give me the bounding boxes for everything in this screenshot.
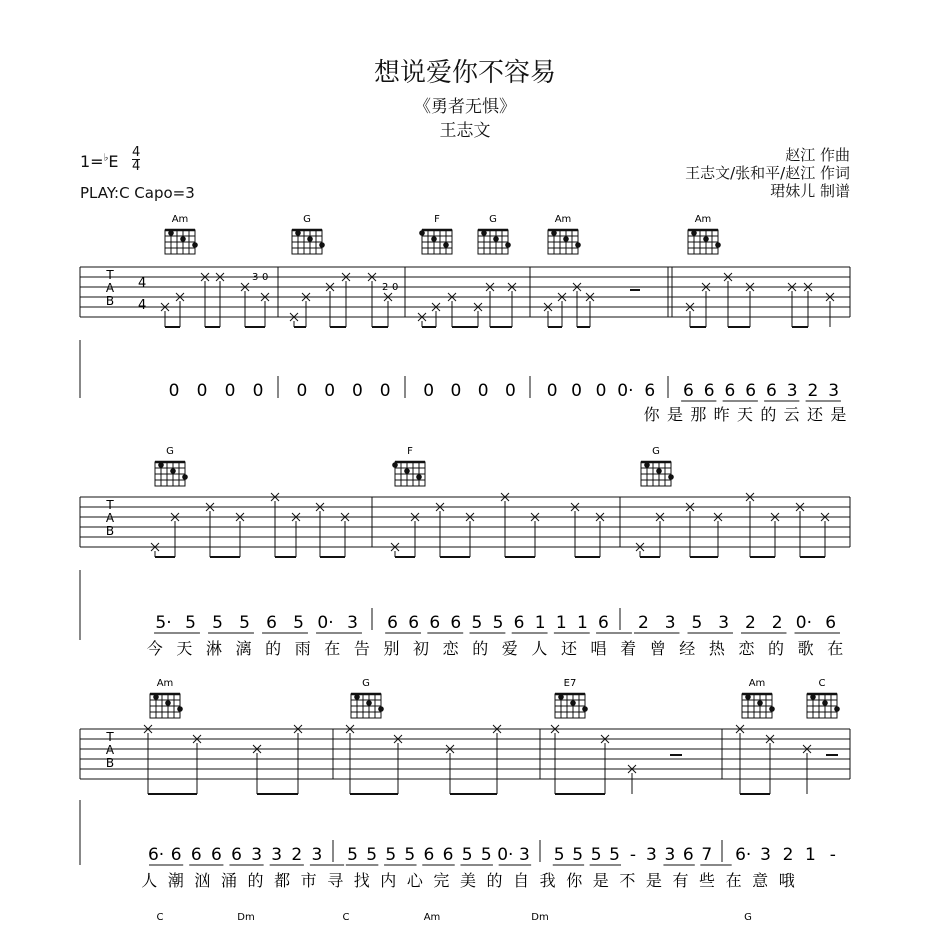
jianpu-note: 6 [429,613,441,633]
chord-finger-dot [656,468,662,474]
tab-clef-letter: A [105,743,115,757]
jianpu-note: 0 [196,381,208,401]
lyric-char: 热 [708,639,725,658]
tab-clef-letter: B [105,294,115,308]
time-bottom: 4 [132,159,141,174]
tab-time-top: 4 [138,276,147,291]
jianpu-note: 2 [637,613,649,633]
chord-name: Am [554,214,572,225]
jianpu-note: 6 [724,381,736,401]
chord-finger-dot [822,700,828,706]
chord-finger-dot [431,236,437,242]
jianpu-note: 3 [786,381,798,401]
lyric-char: 告 [353,639,370,658]
jianpu-note: - [829,845,836,865]
lyric-char: 恋 [738,639,755,658]
lyric-char: 雨 [294,639,311,658]
jianpu-note: 6 [682,845,694,865]
chord-finger-dot [153,694,159,700]
jianpu-note: 6 [210,845,222,865]
jianpu-note: 3 [664,845,676,865]
tab-clef-letter: T [106,730,114,744]
lyric-char: 寻 [327,871,344,890]
lyric-char: 还 [806,405,824,424]
jianpu-note: - [629,845,637,865]
jianpu-note: 6 [644,381,656,401]
lyric-char: 在 [827,639,844,658]
chord-name: Dm [531,912,549,923]
jianpu-note: 5 [385,845,397,865]
lyric-char: 涌 [220,871,237,890]
chord-finger-dot [505,242,511,248]
chord-name: Dm [237,912,255,923]
chord-name: Am [423,912,441,923]
chord-name: F [434,214,440,225]
lyric-char: 的 [768,639,785,658]
chord-finger-dot [691,230,697,236]
jianpu-note: 6 [423,845,435,865]
jianpu-note: 1 [576,613,588,633]
chord-name: F [407,446,413,457]
jianpu-note: 3 [271,845,283,865]
jianpu-note: 0 [504,381,516,401]
jianpu-note: 6 [825,613,837,633]
chord-finger-dot [416,474,422,480]
jianpu-note: 0 [224,381,236,401]
arranger-credit: 珺妹儿 制谱 [770,182,850,200]
jianpu-note: 2 [807,381,819,401]
chord-finger-dot [481,230,487,236]
chord-finger-dot [745,694,751,700]
lyric-char: 曾 [649,639,666,658]
chord-name: G [166,446,174,457]
jianpu-note: 3 [828,381,840,401]
lyric-char: 人 [531,639,548,658]
lyric-char: 唱 [590,639,607,658]
tab-clef-letter: B [105,756,115,770]
chord-finger-dot [366,700,372,706]
chord-finger-dot [378,706,384,712]
chord-name: C [156,912,164,923]
play-info: PLAY:C Capo=3 [80,184,195,202]
jianpu-note: 3 [311,845,323,865]
tab-clef-letter: T [106,268,114,282]
jianpu-note: 5 [239,613,250,633]
jianpu-note: 6 [170,845,182,865]
jianpu-note: 6 [408,613,420,633]
jianpu-note: 6 [442,845,454,865]
jianpu-note: 6 [190,845,202,865]
jianpu-note: 5 [185,613,196,633]
chord-finger-dot [703,236,709,242]
lyric-char: 汹 [194,871,211,890]
jianpu-note: 3 [718,613,730,633]
composer-credit: 赵江 作曲 [785,146,850,164]
chord-finger-dot [757,700,763,706]
jianpu-note: 6 [765,381,777,401]
lyric-char: 恋 [442,639,459,658]
lyric-char: 是 [666,405,684,424]
chord-finger-dot [158,462,164,468]
lyric-char: 心 [406,871,423,890]
chord-name: C [342,912,350,923]
chord-finger-dot [563,236,569,242]
jianpu-note: 3 [646,845,657,865]
jianpu-note: 1 [804,845,816,865]
lyricist-credit: 王志文/张和平/赵江 作词 [685,164,850,182]
lyric-char: 的 [247,871,264,890]
chord-finger-dot [644,462,650,468]
chord-name: E7 [563,678,577,689]
chord-finger-dot [443,242,449,248]
jianpu-note: 6 [745,381,757,401]
chord-finger-dot [180,236,186,242]
chord-finger-dot [165,700,171,706]
chord-name: Am [171,214,189,225]
jianpu-note: 3 [251,845,263,865]
jianpu-note: 5 [471,613,483,633]
lyric-char: 的 [486,871,503,890]
song-title: 想说爱你不容易 [373,58,556,88]
lyric-char: 你 [643,405,660,424]
jianpu-note: 1 [555,613,567,633]
tab-clef-letter: T [106,498,114,512]
jianpu-note: 5 [480,845,492,865]
lyric-char: 的 [472,639,489,658]
jianpu-note: 6· [735,845,752,865]
jianpu-note: 0 [571,381,583,401]
jianpu-note: 3 [760,845,772,865]
chord-finger-dot [419,230,425,236]
jianpu-note: 5 [492,613,504,633]
jianpu-note: 0 [546,381,558,401]
lyric-char: 歌 [797,639,814,658]
lyric-char: 今 [146,639,163,658]
jianpu-note: 0 [379,381,391,401]
jianpu-note: 7 [701,845,713,865]
tab-time-bottom: 4 [138,298,147,313]
lyric-char: 都 [274,871,291,890]
lyric-char: 完 [433,871,450,890]
jianpu-note: 6 [266,613,277,633]
jianpu-note: 3 [664,613,676,633]
lyric-char: 人 [141,871,158,890]
tab-clef-letter: A [105,281,115,295]
chord-name: G [489,214,497,225]
jianpu-note: 5 [609,845,620,865]
jianpu-note: 6 [387,613,398,633]
lyric-char: 初 [413,639,430,658]
lyric-char: 还 [560,639,577,658]
jianpu-note: 0· [497,845,514,865]
tab-clef-letter: B [105,524,115,538]
jianpu-note: 5 [691,613,703,633]
lyric-char: 是 [592,871,609,890]
lyric-char: 着 [620,639,637,658]
jianpu-note: 0 [296,381,308,401]
jianpu-note: 3 [347,613,358,633]
jianpu-note: 6· [147,845,165,865]
jianpu-note: 6 [682,381,694,401]
tab-clef-letter: A [105,511,115,525]
jianpu-note: 0 [423,381,435,401]
chord-name: Am [694,214,712,225]
chord-finger-dot [307,236,313,242]
chord-finger-dot [192,242,198,248]
jianpu-note: 0 [351,381,363,401]
lyric-char: 淋 [205,639,222,658]
jianpu-note: 5 [553,845,565,865]
jianpu-note: 0 [450,381,462,401]
lyric-char: 在 [725,871,742,890]
jianpu-note: 5 [212,613,223,633]
chord-finger-dot [769,706,775,712]
tab-fret-number: 0 [392,282,399,293]
chord-name: G [303,214,311,225]
jianpu-note: 0 [324,381,336,401]
chord-name: Am [748,678,766,689]
lyric-char: 别 [383,639,400,658]
lyric-char: 是 [645,871,662,890]
jianpu-note: 5 [572,845,584,865]
jianpu-note: 6 [231,845,242,865]
lyric-char: 美 [459,871,477,890]
jianpu-note: 5· [155,613,172,633]
chord-finger-dot [575,242,581,248]
lyric-char: 的 [760,405,777,424]
chord-finger-dot [558,694,564,700]
time-top: 4 [132,145,141,160]
jianpu-note: 0 [252,381,264,401]
lyric-char: 自 [513,871,530,890]
jianpu-note: 0 [595,381,607,401]
chord-finger-dot [493,236,499,242]
jianpu-note: 2 [291,845,303,865]
song-artist: 王志文 [439,121,491,141]
chord-finger-dot [582,706,588,712]
chord-finger-dot [392,462,398,468]
lyric-char: 在 [324,639,341,658]
chord-name: G [362,678,370,689]
chord-finger-dot [668,474,674,480]
jianpu-note: 1 [534,613,546,633]
chord-finger-dot [354,694,360,700]
lyric-char: 有 [672,871,689,890]
chord-finger-dot [182,474,188,480]
jianpu-note: 2 [782,845,794,865]
chord-name: Am [156,678,174,689]
chord-finger-dot [170,468,176,474]
lyric-char: 潮 [167,871,184,890]
tab-fret-number: 3 [252,272,259,283]
lyric-char: 爱 [501,639,518,658]
chord-name: C [818,678,826,689]
tab-fret-number: 2 [382,282,389,293]
lyric-char: 你 [566,871,583,890]
jianpu-note: 5 [461,845,473,865]
jianpu-note: 6 [598,613,609,633]
chord-name: G [744,912,752,923]
lyric-char: 漓 [235,639,252,658]
chord-finger-dot [319,242,325,248]
jianpu-note: 0 [168,381,180,401]
jianpu-note: 0 [477,381,489,401]
lyric-char: 那 [690,405,707,424]
lyric-char: 天 [736,405,754,424]
key-note: E [108,152,119,171]
chord-name: G [652,446,660,457]
chord-finger-dot [810,694,816,700]
jianpu-note: 2 [771,613,783,633]
chord-finger-dot [295,230,301,236]
lyric-char: 哦 [778,871,795,890]
chord-finger-dot [404,468,410,474]
chord-finger-dot [168,230,174,236]
song-subtitle: 《勇者无惧》 [414,97,516,117]
jianpu-note: 6 [703,381,715,401]
lyric-char: 我 [539,871,556,890]
jianpu-note: 6 [450,613,462,633]
chord-finger-dot [177,706,183,712]
jianpu-note: 5 [347,845,358,865]
lyric-char: 些 [699,871,716,890]
lyric-char: 经 [679,639,696,658]
chord-finger-dot [551,230,557,236]
key-prefix: 1= [80,152,104,171]
jianpu-note: 2 [744,613,756,633]
lyric-char: 不 [619,871,636,890]
flat-sign: ♭ [103,152,109,164]
jianpu-note: 5 [366,845,378,865]
lyric-char: 的 [265,639,282,658]
jianpu-note: 3 [519,845,530,865]
tab-fret-number: 0 [262,272,269,283]
lyric-char: 意 [752,871,769,890]
lyric-char: 内 [380,871,397,890]
lyric-char: 昨 [713,405,730,424]
lyric-char: 天 [176,639,193,658]
lyric-char: 云 [783,405,800,424]
jianpu-note: 0· [317,613,334,633]
jianpu-note: 5 [590,845,602,865]
chord-finger-dot [834,706,840,712]
chord-finger-dot [570,700,576,706]
jianpu-note: 5 [404,845,416,865]
chord-finger-dot [715,242,721,248]
jianpu-note: 0· [795,613,812,633]
jianpu-note: 6 [513,613,525,633]
jianpu-note: 5 [293,613,304,633]
lyric-char: 是 [830,405,847,424]
jianpu-note: 0· [617,381,634,401]
lyric-char: 找 [353,871,370,890]
lyric-char: 市 [300,871,317,890]
